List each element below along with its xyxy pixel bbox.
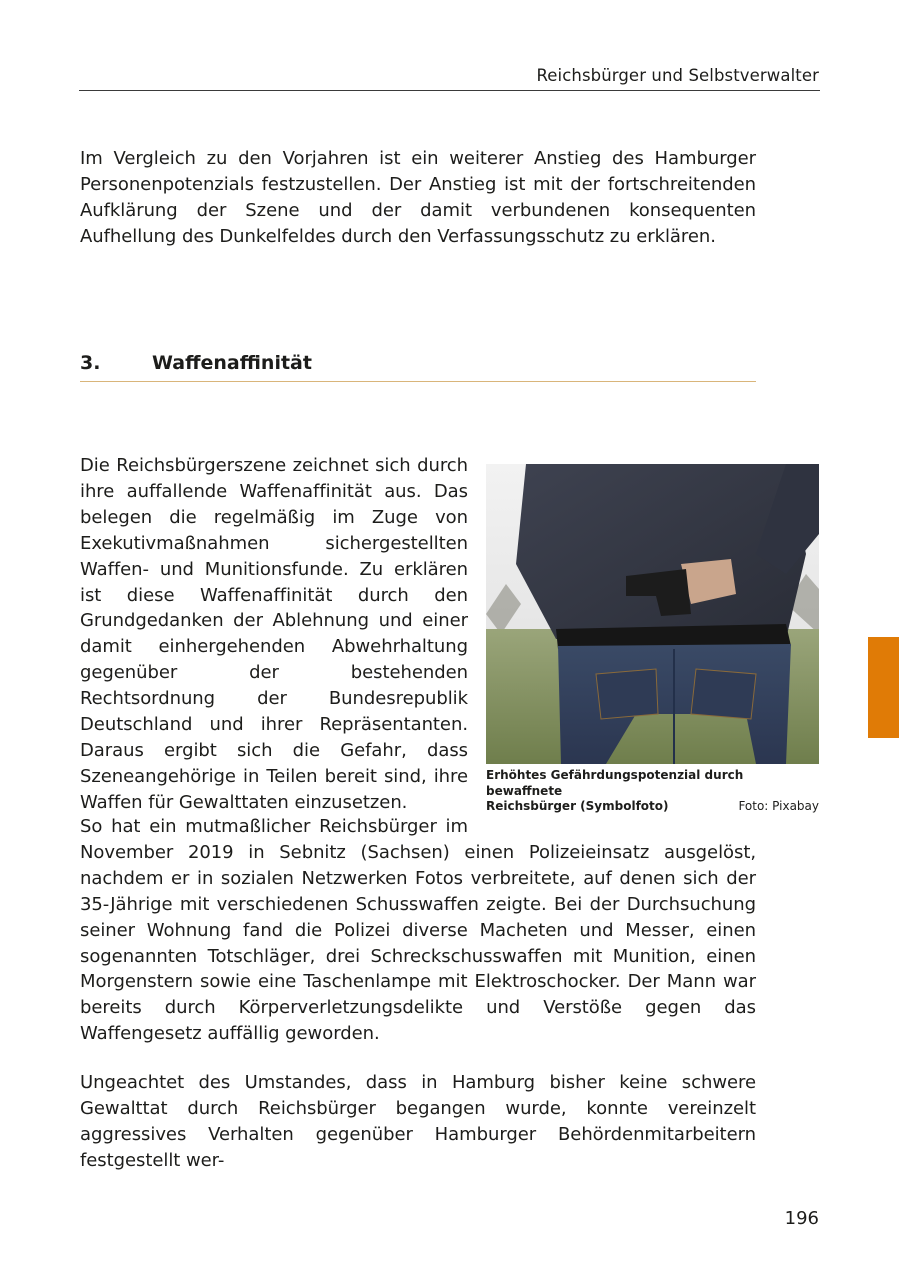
- chapter-tab-marker: [868, 637, 899, 738]
- paragraph-intro: Im Vergleich zu den Vorjahren ist ein weiterer Anstieg des Hamburger Personenpotenzials festzustellen. Der Anstieg ist mit der fortschreitenden Aufklärung der Szene und der damit verbundenen konsequenten Aufhellung des Dunkelfeldes durch den Verfassungsschutz zu erklären.: [80, 148, 756, 247]
- paragraph-sebnitz-case: [80, 814, 756, 1047]
- symbol-photo: [486, 464, 819, 764]
- paragraph-sebnitz-first-line: So hat ein mutmaßlicher Reichsbürger im: [80, 816, 468, 837]
- page-number: 196: [784, 1208, 819, 1229]
- header-divider: [79, 90, 820, 91]
- paragraph-sebnitz-body: November 2019 in Sebnitz (Sachsen) einen Polizeieinsatz ausgelöst, nachdem er in sozialen Netzwerken Fotos verbreitete, auf denen sich der 35-Jährige mit verschiedenen Schusswaffen zeigte. Bei der Durchsuchung seiner Wohnung fand die Polizei diverse Macheten und Messer, einen sogenannten Totschläger, drei Schreckschusswaffen mit Munition, einen Morgenstern sowie eine Taschenlampe mit Elektroschocker. Der Mann war bereits durch Körperverletzungsdelikte und Verstöße gegen das Waffengesetz auffällig geworden.: [80, 841, 756, 1045]
- section-title: Waffenaffinität: [152, 352, 312, 374]
- figure-caption: [486, 768, 819, 815]
- paragraph-waffenaffinitaet: Die Reichsbürgerszene zeichnet sich durch ihre auffallende Waffenaffinität aus. Das belegen die regelmäßig im Zuge von Exekutivmaßnahmen sichergestellten Waffen- und Munitionsfunde. Zu erklären ist diese Waffenaffinität durch den Grundgedanken der Ablehnung und einer damit einhergehenden Abwehrhaltung gegenüber der bestehenden Rechtsordnung der Bundesrepublik Deutschland und ihrer Repräsentanten. Daraus ergibt sich die Gefahr, dass Szeneangehörige in Teilen bereit sind, ihre Waffen für Gewalttaten einzusetzen.: [80, 455, 468, 813]
- running-header: Reichsbürger und Selbstverwalter: [536, 66, 819, 85]
- caption-line-2: Reichsbürger (Symbolfoto): [486, 799, 669, 813]
- photo-credit: Foto: Pixabay: [738, 799, 819, 813]
- section-number: 3.: [80, 352, 101, 374]
- paragraph-hamburg: Ungeachtet des Umstandes, dass in Hamburg bisher keine schwere Gewalttat durch Reichsbürger begangen wurde, konnte vereinzelt aggressives Verhalten gegenüber Hamburger Behördenmitarbeitern festgestellt wer-: [80, 1072, 756, 1171]
- caption-line-1: Erhöhtes Gefährdungspotenzial durch bewaffnete: [486, 768, 744, 798]
- section-heading: [80, 349, 756, 382]
